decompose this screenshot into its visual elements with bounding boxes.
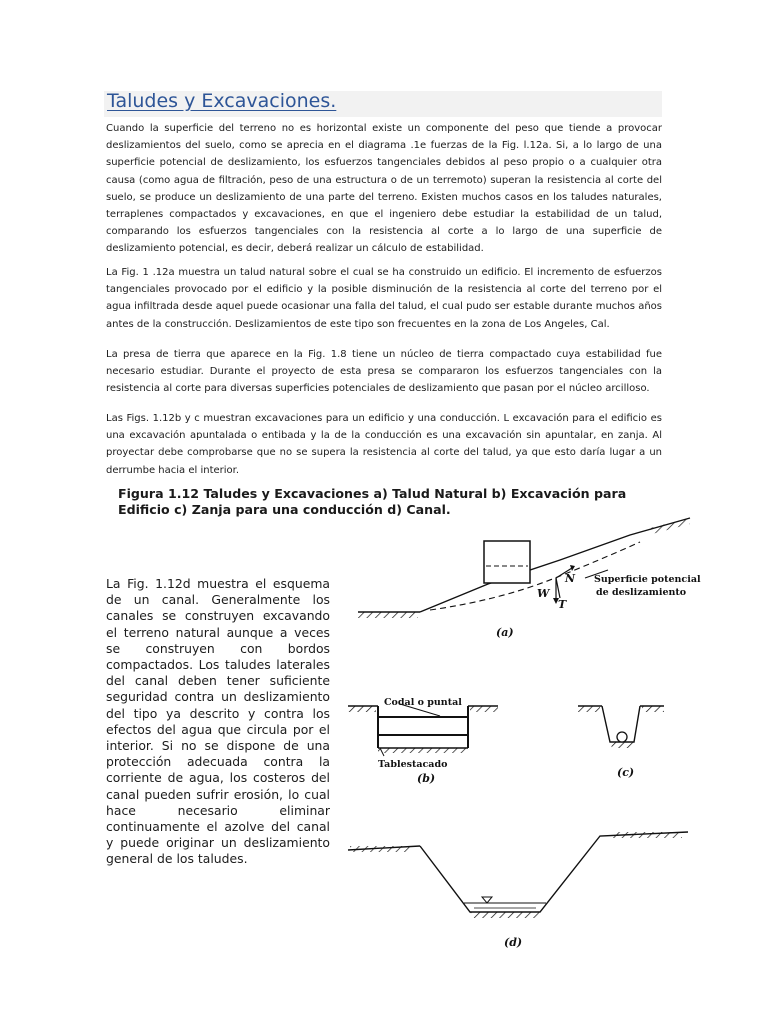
force-t-label: T (558, 598, 567, 611)
figure-d-label: (d) (504, 936, 523, 949)
diagram-d-canal (348, 832, 688, 949)
force-n-label: N (565, 572, 576, 585)
figure-caption: Figura 1.12 Taludes y Excavaciones a) Talud Natural b) Excavación para Edificio c) Zanja para una conducción d) Canal. (118, 486, 627, 517)
paragraph-slope-stability: Cuando la superficie del terreno no es horizontal existe un componente del peso que tiende a provocar deslizamientos del suelo, como se aprecia en el diagrama .1e fuerzas de la Fig. l.12a. Si, a lo largo de una superficie potencial de deslizamiento, los esfuerzos tangenciales debidos al peso propio o a cualquier otra causa (como agua de filtración, peso de una estructura o de un terremoto) superan la resistencia al corte del suelo, se produce un deslizamiento de una parte del terreno. Existen muchos casos en los taludes naturales, terraplenes compactados y excavaciones, en que el ingeniero debe estudiar la estabilidad de un talud, comparando los esfuerzos tangenciales con la resistencia al corte a lo largo de una superficie de deslizamiento potencial, es decir, deberá realizar un cálculo de estabilidad. (106, 123, 662, 255)
sheet-pile-label: Tablestacado (378, 759, 448, 770)
figure-b-label: (b) (417, 772, 436, 785)
building-icon (484, 541, 530, 583)
figure-c-label: (c) (617, 766, 635, 779)
paragraph-excavations: Las Figs. 1.12b y c muestran excavaciones para un edificio y una conducción. L excavación para el edificio es una excavación apuntalada o entibada y la de la conducción es una excavación sin apuntalar, en zanja. Al proyectar debe comprobarse que no se supera la resistencia al corte del talud, ya que esto daría lugar a un derrumbe hacia el interior. (106, 413, 662, 476)
pipe-icon (617, 732, 627, 742)
slip-surface-label-2: de deslizamiento (596, 587, 687, 598)
slip-surface-label-1: Superficie potencial (594, 574, 701, 585)
water-level-icon (482, 897, 492, 903)
page-title: Taludes y Excavaciones. (107, 90, 337, 112)
force-w-label: W (537, 587, 550, 600)
paragraph-earth-dam: La presa de tierra que aparece en la Fig. 1.8 tiene un núcleo de tierra compactado cuya estabilidad fue necesario estudiar. Durante el proyecto de esta presa se compararon los esfuerzos tangenciales con la resistencia al corte para diversas superficies potenciales de deslizamiento que pasan por el núcleo arcilloso. (106, 349, 662, 395)
figure-a-label: (a) (496, 626, 514, 639)
paragraph-canal: La Fig. 1.12d muestra el esquema de un canal. Generalmente los canales se construyen excavando el terreno natural aunque a veces se construyen con bordos compactados. Los taludes laterales del canal deben tener suficiente seguridad contra un deslizamiento del tipo ya descrito y contra los efectos del agua que circula por el interior. Si no se dispone de una protección adecuada contra la corriente de agua, los costeros del canal pueden sufrir erosión, lo cual hace necesario eliminar continuamente el azolve del canal y puede originar un deslizamiento general de los taludes. (106, 576, 330, 867)
diagram-a-natural-slope (358, 518, 701, 639)
diagram-b-braced-excavation (348, 697, 498, 785)
paragraph-natural-slope: La Fig. 1 .12a muestra un talud natural sobre el cual se ha construido un edificio. El incremento de esfuerzos tangenciales provocado por el edificio y la posible disminución de la resistencia al corte del terreno por el agua infiltrada desde aquel puede ocasionar una falla del talud, el cual pudo ser estable durante muchos años antes de la construcción. Deslizamientos de este tipo son frecuentes en la zona de Los Angeles, Cal. (106, 267, 662, 330)
diagram-c-trench (578, 706, 664, 779)
strut-label: Codal o puntal (384, 697, 462, 708)
